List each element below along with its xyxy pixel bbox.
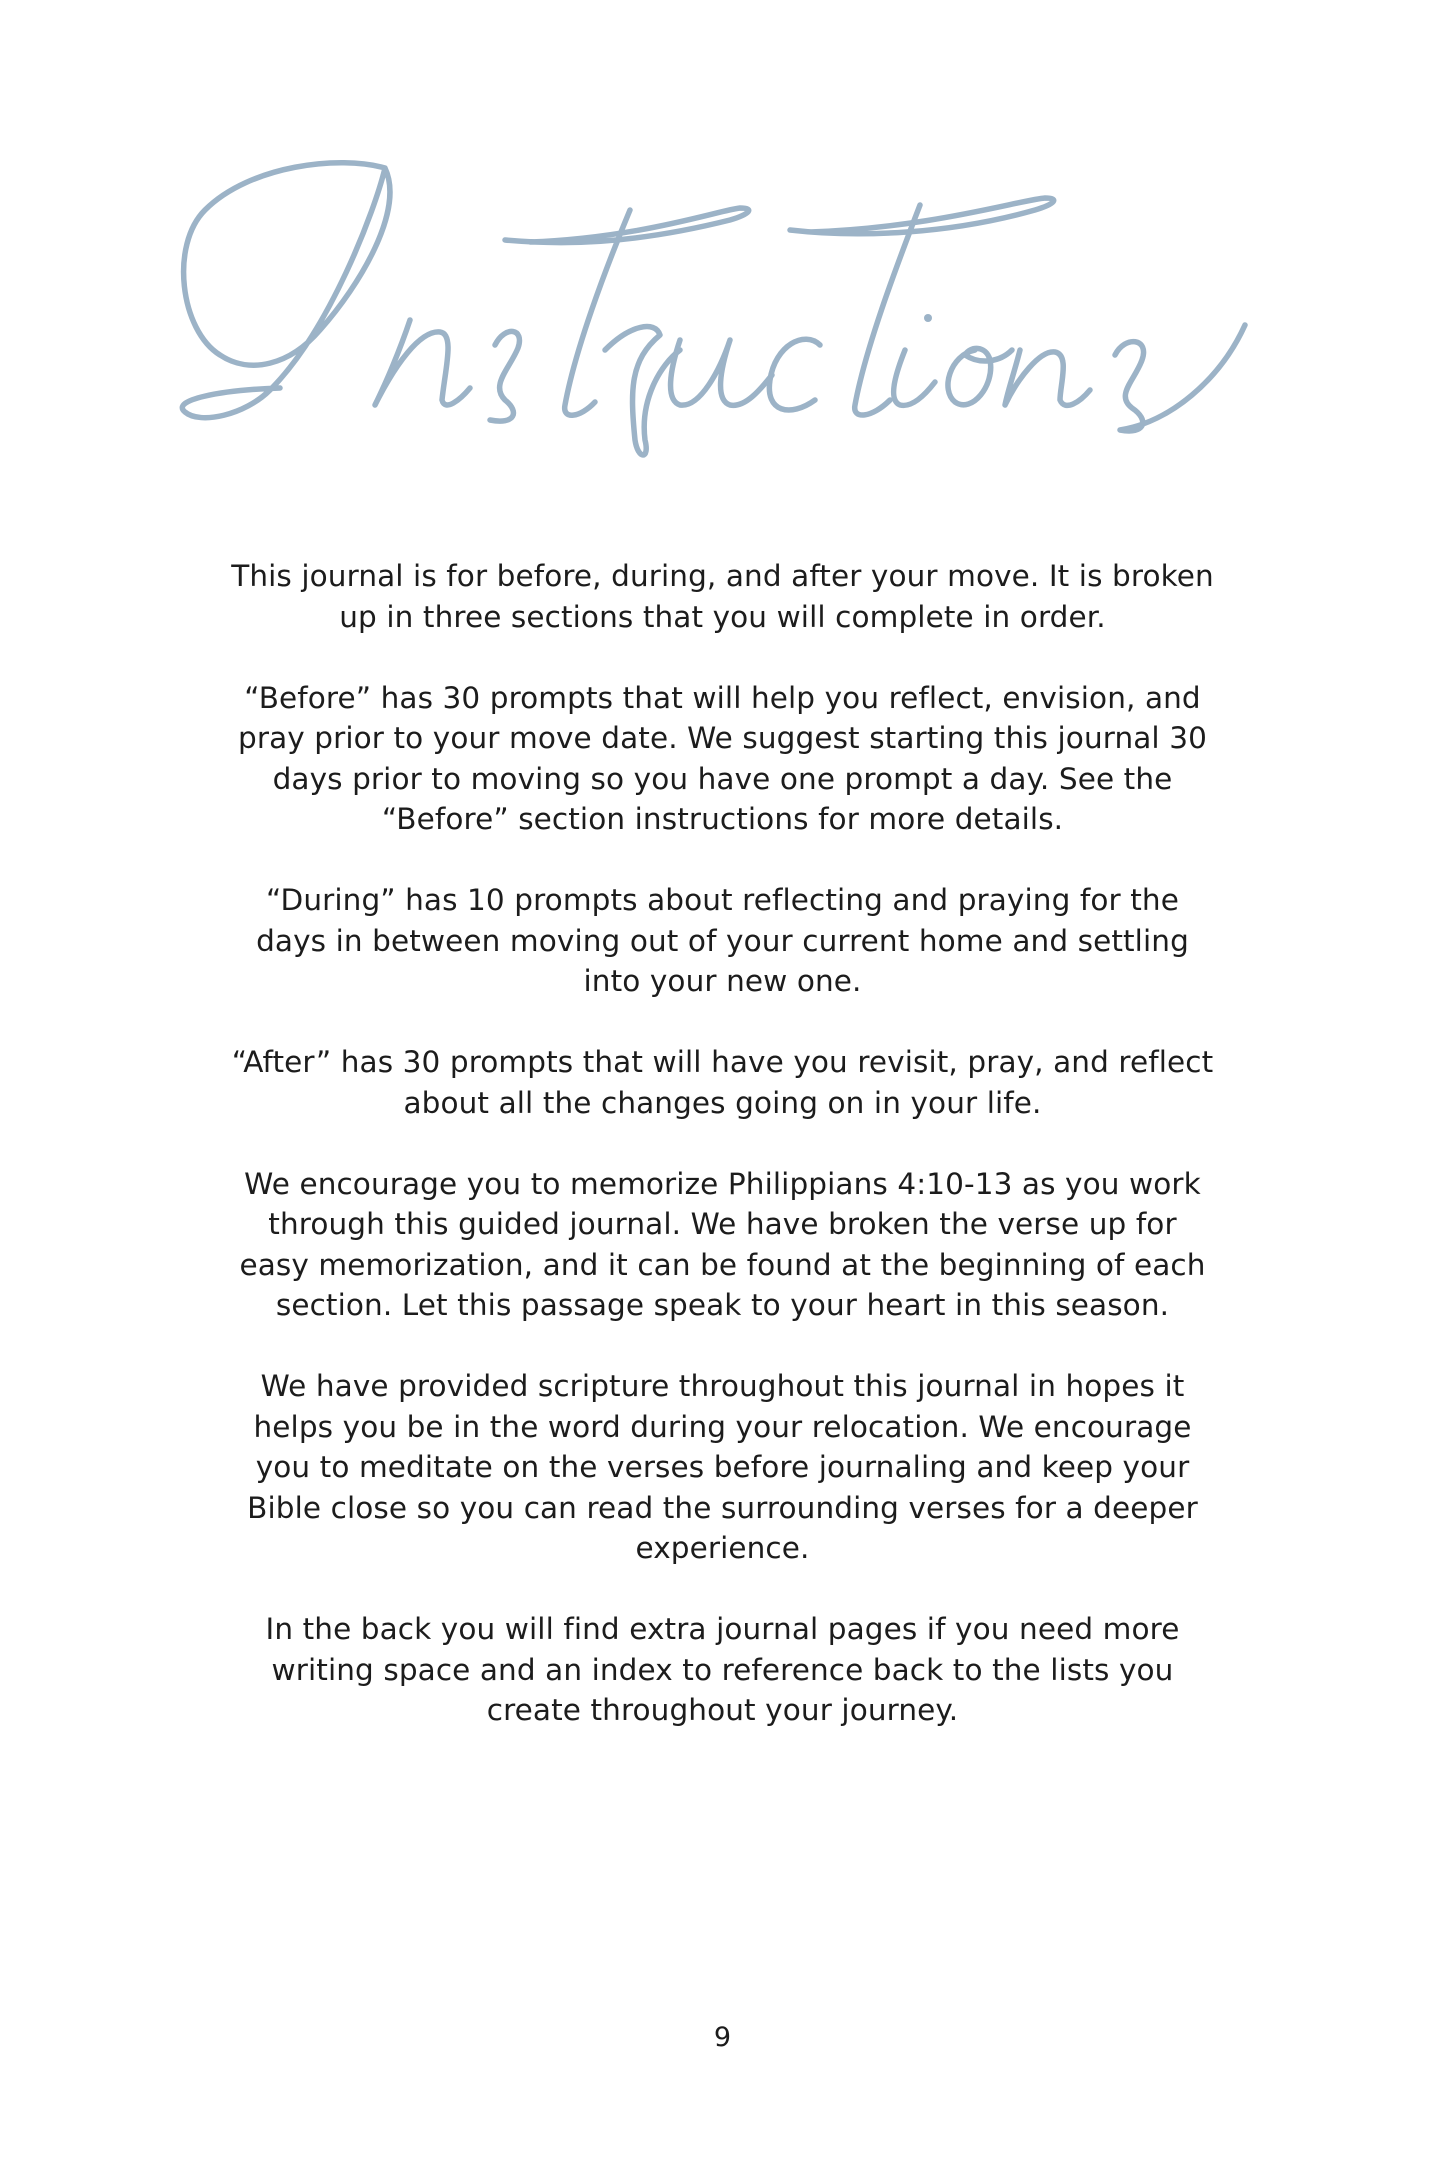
instructions-body bbox=[230, 556, 1215, 1771]
paragraph-during: “During” has 10 prompts about reflecting and praying for the days in between moving out of your current home and settling into your new one. bbox=[256, 883, 1189, 998]
paragraph-before: “Before” has 30 prompts that will help you reflect, envision, and pray prior to your move date. We suggest starting this journal 30 days prior to moving so you have one prompt a day. See the “Before” section instructions for more details. bbox=[238, 680, 1207, 836]
paragraph-intro: This journal is for before, during, and after your move. It is broken up in three sections that you will complete in order. bbox=[231, 559, 1214, 634]
paragraph-back-pages: In the back you will find extra journal pages if you need more writing space and an index to reference back to the lists you create throughout your journey. bbox=[265, 1612, 1180, 1727]
paragraph-memorize: We encourage you to memorize Philippians 4:10-13 as you work through this guided journal. We have broken the verse up for easy memorization, and it can be found at the beginning of each section. Let this passage speak to your heart in this season. bbox=[239, 1166, 1206, 1322]
script-title-lettering bbox=[160, 150, 1285, 470]
page-number: 9 bbox=[713, 2022, 732, 2053]
paragraph-after: “After” has 30 prompts that will have you revisit, pray, and reflect about all the changes going on in your life. bbox=[231, 1045, 1214, 1120]
paragraph-scripture: We have provided scripture throughout this journal in hopes it helps you be in the word during your relocation. We encourage you to meditate on the verses before journaling and keep your Bible close so you can read the surrounding verses for a deeper experience. bbox=[247, 1369, 1198, 1565]
page-title bbox=[160, 150, 1285, 470]
